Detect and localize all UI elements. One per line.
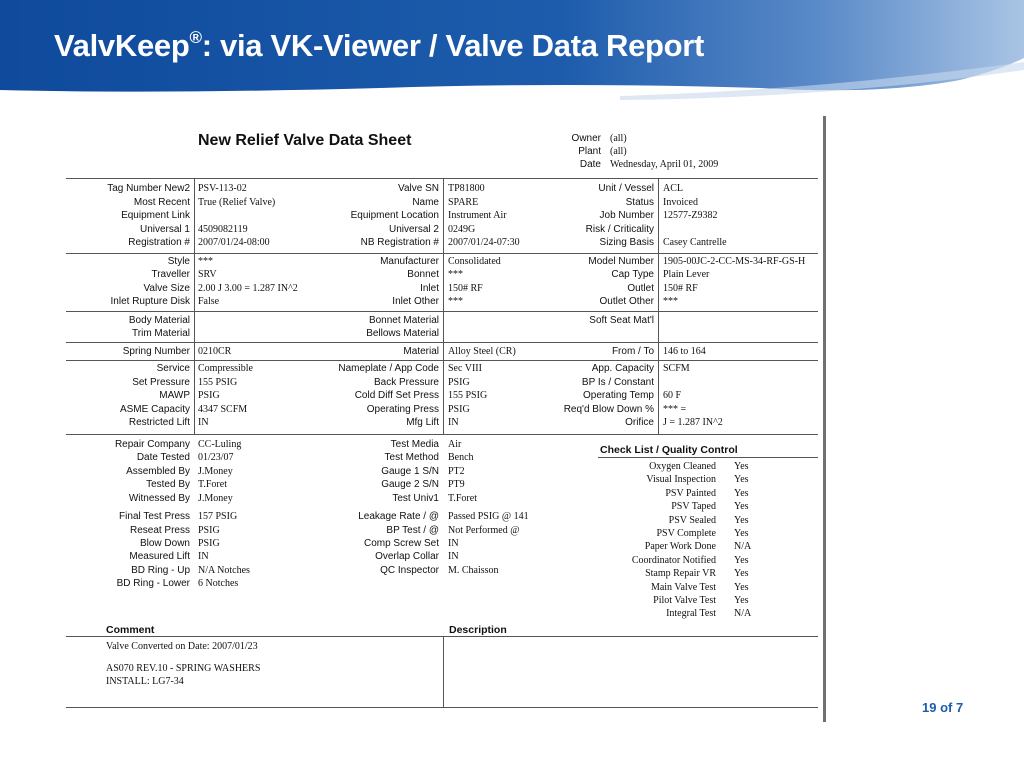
checklist-item-label: Oxygen Cleaned	[649, 461, 716, 472]
asme-capacity-value: 4347 SCFM	[198, 404, 248, 415]
blow-down-value: PSIG	[198, 538, 220, 549]
gauge-2-label: Gauge 2 S/N	[381, 479, 439, 490]
back-pressure-value: PSIG	[448, 377, 470, 388]
checklist-item-label: Coordinator Notified	[631, 554, 716, 566]
job-number-value: 12577-Z9382	[663, 210, 718, 221]
slide-title	[54, 28, 704, 64]
plant-label: Plant	[578, 146, 601, 157]
checklist-item-value: Yes	[734, 554, 749, 566]
outlet-other-value: ***	[663, 296, 678, 307]
valve-size-value: 2.00 J 3.00 = 1.287 IN^2	[198, 283, 298, 294]
owner-value: (all)	[610, 133, 627, 144]
bp-test-label: BP Test / @	[386, 525, 439, 536]
inlet-other-label: Inlet Other	[392, 296, 439, 307]
gauge-1-label: Gauge 1 S/N	[381, 466, 439, 477]
checklist-item-label: Integral Test	[666, 608, 716, 620]
body-material-label: Body Material	[128, 315, 190, 326]
outlet-value: 150# RF	[663, 283, 698, 294]
witnessed-by-label: Witnessed By	[128, 493, 190, 504]
final-test-press-label: Final Test Press	[119, 511, 190, 522]
restricted-lift-value: IN	[198, 417, 209, 428]
cap-type-label: Cap Type	[611, 269, 654, 280]
model-number-label: Model Number	[588, 256, 654, 267]
orifice-label: Orifice	[625, 417, 654, 428]
bd-ring-lower-label: BD Ring - Lower	[116, 578, 190, 589]
reqd-blow-down-value: *** =	[663, 404, 687, 415]
status-value: Invoiced	[663, 197, 698, 208]
comment-line: Valve Converted on Date: 2007/01/23	[106, 641, 258, 652]
mawp-label: MAWP	[159, 390, 190, 401]
most-recent-label: Most Recent	[133, 197, 190, 208]
test-univ1-label: Test Univ1	[392, 493, 439, 504]
restricted-lift-label: Restricted Lift	[128, 417, 190, 428]
comment-line: AS070 REV.10 - SPRING WASHERS	[106, 663, 261, 674]
checklist-rule	[598, 457, 818, 458]
test-method-value: Bench	[448, 452, 474, 463]
rule	[66, 360, 818, 361]
bellows-material-label: Bellows Material	[366, 328, 439, 339]
repair-company-value: CC-Luling	[198, 439, 242, 450]
test-media-label: Test Media	[390, 439, 439, 450]
overlap-collar-label: Overlap Collar	[375, 551, 439, 562]
checklist-item-label: PSV Taped	[671, 501, 716, 513]
nb-registration-value: 2007/01/24-07:30	[448, 237, 520, 248]
operating-press-value: PSIG	[448, 404, 470, 415]
inlet-rupture-disk-label: Inlet Rupture Disk	[110, 296, 190, 307]
equipment-location-value: Instrument Air	[448, 210, 507, 221]
spring-material-value: Alloy Steel (CR)	[448, 346, 516, 357]
checklist-item-label: PSV Complete	[656, 528, 716, 539]
traveller-label: Traveller	[151, 269, 190, 280]
comp-screw-set-value: IN	[448, 538, 459, 549]
checklist-item-value: Yes	[734, 595, 749, 606]
title-subtitle: : via VK-Viewer / Valve Data Report	[201, 28, 705, 63]
checklist-item-label: PSV Sealed	[668, 514, 716, 526]
gauge-1-value: PT2	[448, 466, 465, 477]
overlap-collar-value: IN	[448, 551, 459, 562]
style-label: Style	[167, 256, 190, 267]
spring-material-label: Material	[403, 346, 439, 357]
reqd-blow-down-label: Req'd Blow Down %	[563, 404, 654, 415]
asme-capacity-label: ASME Capacity	[119, 404, 190, 415]
operating-press-label: Operating Press	[366, 404, 439, 415]
set-pressure-value: 155 PSIG	[198, 377, 238, 388]
checklist-item-label: PSV Painted	[665, 487, 716, 499]
bd-ring-up-label: BD Ring - Up	[131, 565, 190, 576]
sizing-basis-label: Sizing Basis	[599, 237, 654, 248]
rule	[66, 636, 818, 637]
mawp-value: PSIG	[198, 390, 220, 401]
bd-ring-up-value: N/A Notches	[198, 565, 250, 576]
unit-vessel-value: ACL	[663, 183, 683, 194]
page-number: 19 of 7	[922, 700, 964, 715]
measured-lift-label: Measured Lift	[129, 551, 190, 562]
model-number-value: 1905-00JC-2-CC-MS-34-RF-GS-H	[663, 256, 806, 267]
service-label: Service	[156, 363, 190, 374]
checklist-item-value: N/A	[734, 541, 752, 553]
document-edge-bar	[823, 116, 826, 722]
tested-by-label: Tested By	[146, 479, 190, 490]
app-capacity-value: SCFM	[663, 363, 690, 374]
checklist-item-label: Pilot Valve Test	[653, 595, 716, 606]
checklist-item-value: Yes	[734, 568, 749, 580]
universal-2-value: 0249G	[448, 224, 476, 235]
leakage-rate-label: Leakage Rate / @	[358, 511, 439, 522]
bonnet-label: Bonnet	[407, 269, 439, 280]
rule	[66, 178, 818, 179]
assembled-by-value: J.Money	[198, 466, 233, 477]
checklist-title: Check List / Quality Control	[600, 444, 738, 456]
trim-material-label: Trim Material	[132, 328, 190, 339]
description-label: Description	[449, 624, 507, 636]
rule	[66, 434, 818, 435]
tag-number-label: Tag Number New2	[107, 183, 190, 194]
checklist-item-label: Paper Work Done	[644, 541, 716, 553]
tag-number-value: PSV-113-02	[198, 183, 247, 194]
checklist-item-value: Yes	[734, 487, 749, 499]
operating-temp-value: 60 F	[663, 390, 682, 401]
comp-screw-set-label: Comp Screw Set	[363, 538, 439, 549]
nameplate-value: Sec VIII	[448, 363, 482, 374]
name-value: SPARE	[448, 197, 479, 208]
nameplate-label: Nameplate / App Code	[338, 363, 439, 374]
test-method-label: Test Method	[384, 452, 439, 463]
qc-inspector-value: M. Chaisson	[448, 565, 499, 576]
cold-diff-set-label: Cold Diff Set Press	[354, 390, 439, 401]
operating-temp-label: Operating Temp	[583, 390, 654, 401]
name-label: Name	[412, 197, 439, 208]
inlet-other-value: ***	[448, 296, 463, 307]
traveller-value: SRV	[198, 269, 217, 280]
back-pressure-label: Back Pressure	[373, 377, 439, 388]
spring-number-label: Spring Number	[122, 346, 190, 357]
universal-1-value: 4509082119	[198, 224, 248, 235]
rule	[66, 342, 818, 343]
bp-constant-label: BP Is / Constant	[581, 377, 654, 388]
from-to-value: 146 to 164	[663, 346, 706, 357]
inlet-label: Inlet	[420, 283, 439, 294]
valve-sn-value: TP81800	[448, 183, 485, 194]
most-recent-value: True (Relief Valve)	[198, 197, 276, 208]
column-divider	[194, 178, 195, 434]
owner-label: Owner	[571, 133, 601, 144]
spring-number-value: 0210CR	[198, 346, 232, 357]
soft-seat-label: Soft Seat Mat'l	[589, 315, 654, 326]
comment-label: Comment	[106, 624, 155, 636]
nb-registration-label: NB Registration #	[360, 237, 439, 248]
rule	[66, 311, 818, 312]
cold-diff-set-value: 155 PSIG	[448, 390, 488, 401]
unit-vessel-label: Unit / Vessel	[598, 183, 654, 194]
mfg-lift-value: IN	[448, 417, 459, 428]
reseat-press-value: PSIG	[198, 525, 220, 536]
measured-lift-value: IN	[198, 551, 209, 562]
test-media-value: Air	[448, 439, 462, 450]
date-label: Date	[579, 159, 601, 170]
column-divider	[443, 636, 444, 707]
outlet-other-label: Outlet Other	[599, 296, 654, 307]
mfg-lift-label: Mfg Lift	[406, 417, 439, 428]
checklist-item-value: Yes	[734, 461, 749, 472]
date-tested-label: Date Tested	[136, 452, 190, 463]
style-value: ***	[198, 256, 213, 267]
inlet-value: 150# RF	[448, 283, 483, 294]
title-banner	[0, 0, 1024, 100]
bonnet-material-label: Bonnet Material	[368, 315, 439, 326]
sheet-title: New Relief Valve Data Sheet	[198, 132, 412, 149]
manufacturer-label: Manufacturer	[380, 256, 439, 267]
checklist-item-label: Visual Inspection	[646, 474, 716, 486]
valve-sn-label: Valve SN	[398, 183, 439, 194]
comment-line: INSTALL: LG7-34	[106, 676, 184, 687]
checklist-item-label: Stamp Repair VR	[645, 568, 716, 580]
cap-type-value: Plain Lever	[663, 269, 710, 280]
equipment-location-label: Equipment Location	[350, 210, 439, 221]
valve-size-label: Valve Size	[143, 283, 190, 294]
universal-2-label: Universal 2	[388, 224, 439, 235]
registration-label: Registration #	[128, 237, 190, 248]
service-value: Compressible	[198, 363, 253, 374]
date-tested-value: 01/23/07	[198, 452, 234, 463]
repair-company-label: Repair Company	[114, 439, 190, 450]
set-pressure-label: Set Pressure	[132, 377, 190, 388]
sizing-basis-value: Casey Cantrelle	[663, 237, 727, 248]
rule	[66, 253, 818, 254]
checklist-item-value: Yes	[734, 514, 749, 526]
bp-test-value: Not Performed @	[448, 525, 520, 536]
app-capacity-label: App. Capacity	[591, 363, 654, 374]
job-number-label: Job Number	[599, 210, 654, 221]
checklist-item-value: Yes	[734, 581, 749, 593]
inlet-rupture-disk-value: False	[198, 296, 220, 307]
from-to-label: From / To	[611, 346, 654, 357]
checklist-item-value: Yes	[734, 528, 749, 539]
checklist-item-value: Yes	[734, 474, 749, 486]
leakage-rate-value: Passed PSIG @ 141	[448, 511, 529, 522]
final-test-press-value: 157 PSIG	[198, 511, 238, 522]
bd-ring-lower-value: 6 Notches	[198, 578, 239, 589]
qc-inspector-label: QC Inspector	[380, 565, 439, 576]
checklist-item-label: Main Valve Test	[650, 581, 716, 593]
blow-down-label: Blow Down	[139, 538, 190, 549]
registration-value: 2007/01/24-08:00	[198, 237, 270, 248]
equipment-link-label: Equipment Link	[121, 210, 190, 221]
orifice-value: J = 1.287 IN^2	[663, 417, 723, 428]
checklist-item-value: N/A	[734, 608, 752, 620]
manufacturer-value: Consolidated	[448, 256, 501, 267]
risk-criticality-label: Risk / Criticality	[585, 224, 654, 235]
gauge-2-value: PT9	[448, 479, 465, 490]
status-label: Status	[625, 197, 654, 208]
assembled-by-label: Assembled By	[126, 466, 190, 477]
witnessed-by-value: J.Money	[198, 493, 233, 504]
plant-value: (all)	[610, 146, 627, 157]
title-brand: ValvKeep	[54, 28, 190, 63]
column-divider	[443, 178, 444, 434]
universal-1-label: Universal 1	[139, 224, 190, 235]
registered-mark: ®	[189, 27, 202, 47]
checklist-item-value: Yes	[734, 501, 749, 513]
column-divider	[658, 178, 659, 434]
date-value: Wednesday, April 01, 2009	[610, 159, 719, 170]
tested-by-value: T.Foret	[198, 479, 227, 490]
reseat-press-label: Reseat Press	[129, 525, 190, 536]
bonnet-value: ***	[448, 269, 463, 280]
rule	[66, 707, 818, 708]
test-univ1-value: T.Foret	[448, 493, 477, 504]
outlet-label: Outlet	[627, 283, 654, 294]
